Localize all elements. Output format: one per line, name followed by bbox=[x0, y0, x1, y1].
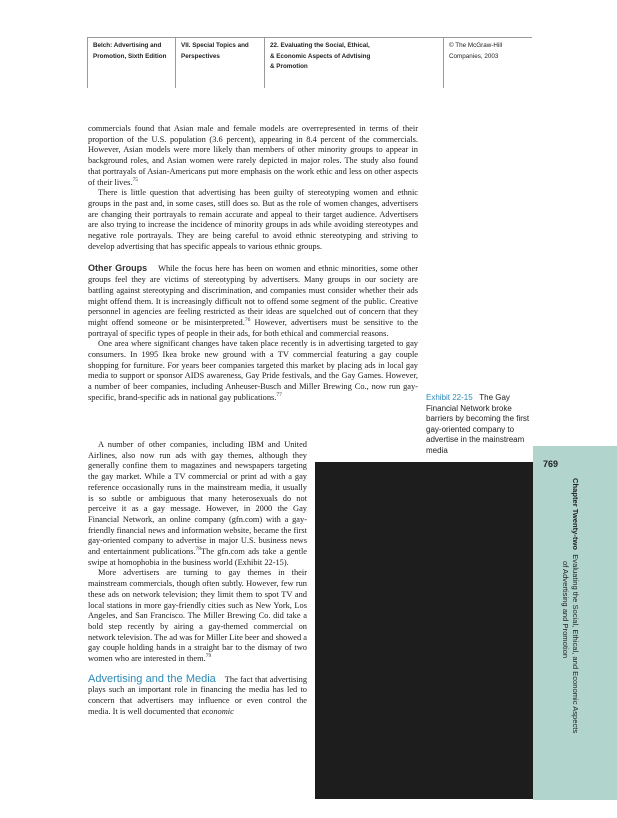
footnote-ref: 77 bbox=[276, 392, 282, 399]
exhibit-image bbox=[315, 462, 533, 799]
footnote-ref: 76 bbox=[244, 317, 251, 324]
side-tab-title bbox=[540, 478, 580, 818]
paragraph: More advertisers are turning to gay themes in their mainstream commercials, though often subtly. However, few run these ads on network television; they limit them to spot TV and local stations in more gay-friendly cities such as New York, Los Angeles, and San Francisco. The Miller Brewing Co. did take a bold step recently by airing a gay-themed commercial on network television. The ad was for Miller Lite beer and showed a gay couple holding hands in a straight bar to the dismay of two women who are interested in them.$^{79}$ bbox=[88, 568, 307, 664]
paragraph: commercials found that Asian male and female models are overrepresented in terms of their proportion of the U.S. population (3.6 percent), appearing in 8.4 percent of the commercials. However, Asian models were more likely than members of other minority groups to appear in background roles, and Asian women were rarely depicted in major roles. The study also found that portrayals of Asian-Americans put more emphasis on the work ethic and less on other aspects of their lives.$^{75}$ bbox=[88, 124, 418, 187]
page-number: 769 bbox=[543, 459, 559, 469]
side-tab-chapter: Chapter Twenty-two bbox=[571, 478, 580, 550]
paragraph: One area where significant changes have taken place recently is in advertising targeted to gay consumers. In 1995 Ikea broke new ground with a TV commercial featuring a gay couple shopping for furniture. For years beer companies targeted this market by placing ads in local gay media to support or sponsor AIDS awareness, Gay Pride festivals, and the Gay Games. However, a number of beer companies, including Anheuser-Busch and Miller Brewing Co., now run gay-specific, brand-specific ads in national gay publications.$^{77}$ bbox=[88, 339, 418, 402]
paragraph: Advertising and the Media The fact that advertising plays such an important role in financing the media has led to concern that advertisers may influence or even control the media. It is well documented that economic bbox=[88, 672, 308, 716]
exhibit-caption-text: The Gay Financial Network broke barriers by becoming the first gay-oriented company to advertise in the mainstream media bbox=[426, 393, 530, 455]
paragraph: Other Groups While the focus here has been on women and ethnic minorities, some other groups feel they are victims of stereotyping by advertisers. Many groups in our society are battling against stereotyping and discrimination, and companies must consider whether their ads might offend them. It is increasingly difficult not to offend some segment of the public. Creative personnel in agencies are feeling restricted as their ideas are squelched out of concern that they might offend someone or be misinterpreted.$^{76}$ However, advertisers must be sensitive to the portrayal of specific types of people in their ads, for both ethical and commercial reasons. bbox=[88, 263, 418, 338]
footnote-ref: 79 bbox=[205, 653, 212, 660]
section-heading: Advertising and the Media bbox=[88, 672, 216, 685]
text-block-narrow bbox=[88, 440, 307, 718]
footnote-ref: 75 bbox=[132, 176, 138, 183]
text-block-top bbox=[88, 124, 418, 404]
header-copyright: © The McGraw-Hill Companies, 2003 bbox=[443, 38, 533, 88]
header-chapter: 22. Evaluating the Social, Ethical, & Economic Aspects of Advtising & Promotion bbox=[264, 38, 377, 88]
header-book-title: Belch: Advertising and Promotion, Sixth Edition bbox=[87, 38, 175, 88]
side-tab-title-line2: of Advertising and Promotion bbox=[561, 561, 571, 659]
footnote-ref: 78 bbox=[195, 546, 202, 553]
section-heading: Other Groups bbox=[88, 263, 148, 274]
paragraph: A number of other companies, including IBM and United Airlines, also now run ads with gay themes, although they generally confine them to magazines and newspapers targeting the gay market. While a TV commercial or print ad with a gay reference occasionally runs in the mainstream media, it usually is so subtle or ambiguous that many heterosexuals do not perceive it as a gay message. However, in 2000 the Gay Financial Network, an online company (gfn.com) with a gay-friendly financial news and information website, became the first gay-oriented company to advertise in major U.S. business news and entertainment publications.$^{78}$The gfn.com ads take a gentle swipe at homophobia in the business world (Exhibit 22-15). bbox=[88, 440, 307, 567]
header-part: VII. Special Topics and Perspectives bbox=[175, 38, 264, 88]
side-tab-title-line1: Evaluating the Social, Ethical, and Economic Aspects bbox=[571, 554, 580, 734]
exhibit-label: Exhibit 22-15 bbox=[426, 393, 473, 402]
paragraph: There is little question that advertising has been guilty of stereotyping women and ethnic groups in the past and, in some cases, still does so. But as the role of women changes, advertisers are changing their portrayals to remain accurate and appeal to their target audience. Advertisers are also trying to increase the incidence of minority groups in ads while avoiding stereotypes and negative role portrayals. They are being careful to avoid ethnic stereotyping and striving to develop advertising that has specific appeals to various ethnic groups. bbox=[88, 188, 418, 251]
exhibit-caption bbox=[426, 393, 531, 457]
